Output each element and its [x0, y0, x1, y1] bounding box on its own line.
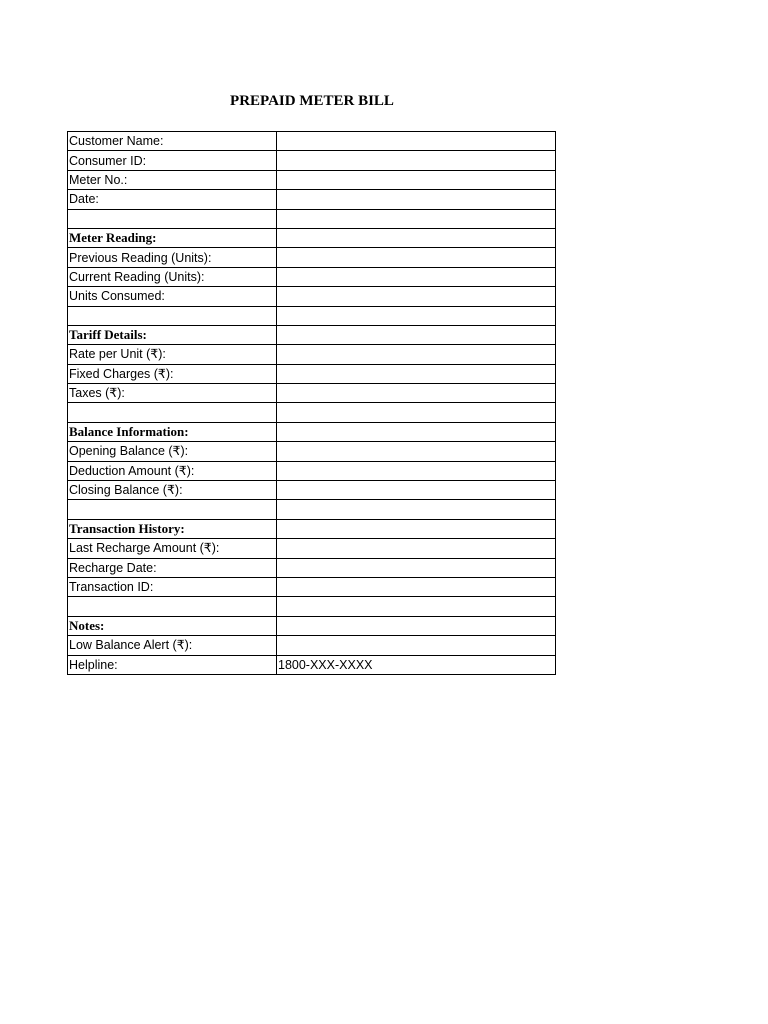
table-row — [68, 170, 556, 189]
field-label — [68, 306, 277, 325]
field-label — [68, 209, 277, 228]
field-label: Customer Name: — [68, 132, 277, 151]
section-header-row — [68, 228, 556, 247]
bill-table — [67, 131, 556, 675]
table-row — [68, 597, 556, 616]
table-row — [68, 151, 556, 170]
table-row — [68, 190, 556, 209]
field-label: Meter No.: — [68, 170, 277, 189]
table-row — [68, 442, 556, 461]
field-label: Transaction ID: — [68, 577, 277, 596]
field-label: Current Reading (Units): — [68, 267, 277, 286]
field-label — [68, 500, 277, 519]
bill-table-body — [68, 132, 556, 675]
field-value-cell[interactable] — [277, 209, 556, 228]
table-row — [68, 306, 556, 325]
field-value-cell[interactable] — [277, 558, 556, 577]
field-label: Date: — [68, 190, 277, 209]
field-value-cell[interactable] — [277, 384, 556, 403]
field-label: Rate per Unit (₹): — [68, 345, 277, 364]
table-row — [68, 345, 556, 364]
field-label: Low Balance Alert (₹): — [68, 636, 277, 655]
table-row — [68, 461, 556, 480]
table-row — [68, 248, 556, 267]
field-value-cell[interactable] — [277, 539, 556, 558]
field-label: Fixed Charges (₹): — [68, 364, 277, 383]
field-value-cell[interactable] — [277, 500, 556, 519]
field-label: Opening Balance (₹): — [68, 442, 277, 461]
field-label: Previous Reading (Units): — [68, 248, 277, 267]
field-value-cell[interactable] — [277, 636, 556, 655]
section-header-row — [68, 325, 556, 344]
section-heading: Balance Information: — [68, 422, 277, 441]
field-value-cell[interactable] — [277, 132, 556, 151]
table-row — [68, 481, 556, 500]
field-label: Helpline: — [68, 655, 277, 674]
section-header-row — [68, 519, 556, 538]
field-value-cell[interactable] — [277, 422, 556, 441]
section-heading: Notes: — [68, 616, 277, 635]
field-value-cell[interactable] — [277, 597, 556, 616]
table-row — [68, 539, 556, 558]
field-value-cell[interactable] — [277, 190, 556, 209]
field-value-cell[interactable] — [277, 577, 556, 596]
field-value-cell[interactable] — [277, 519, 556, 538]
table-row — [68, 577, 556, 596]
field-value-cell[interactable] — [277, 248, 556, 267]
field-value-cell[interactable]: 1800-XXX-XXXX — [277, 655, 556, 674]
table-row — [68, 558, 556, 577]
field-value-cell[interactable] — [277, 267, 556, 286]
field-value-cell[interactable] — [277, 481, 556, 500]
field-value-cell[interactable] — [277, 170, 556, 189]
table-row — [68, 287, 556, 306]
section-heading: Transaction History: — [68, 519, 277, 538]
table-row — [68, 403, 556, 422]
table-row — [68, 384, 556, 403]
field-value-cell[interactable] — [277, 306, 556, 325]
field-value-cell[interactable] — [277, 403, 556, 422]
field-label: Taxes (₹): — [68, 384, 277, 403]
field-value-cell[interactable] — [277, 461, 556, 480]
table-row — [68, 655, 556, 674]
table-row — [68, 209, 556, 228]
table-row — [68, 267, 556, 286]
page-title: PREPAID METER BILL — [230, 93, 394, 109]
field-value-cell[interactable] — [277, 228, 556, 247]
field-label: Recharge Date: — [68, 558, 277, 577]
field-value-cell[interactable] — [277, 364, 556, 383]
table-row — [68, 364, 556, 383]
field-label — [68, 403, 277, 422]
section-heading: Meter Reading: — [68, 228, 277, 247]
field-label: Last Recharge Amount (₹): — [68, 539, 277, 558]
field-value-cell[interactable] — [277, 151, 556, 170]
table-row — [68, 500, 556, 519]
field-label: Closing Balance (₹): — [68, 481, 277, 500]
field-value-cell[interactable] — [277, 345, 556, 364]
field-value-cell[interactable] — [277, 325, 556, 344]
field-label: Deduction Amount (₹): — [68, 461, 277, 480]
section-header-row — [68, 422, 556, 441]
field-label — [68, 597, 277, 616]
field-value-cell[interactable] — [277, 287, 556, 306]
section-heading: Tariff Details: — [68, 325, 277, 344]
section-header-row — [68, 616, 556, 635]
field-label: Consumer ID: — [68, 151, 277, 170]
field-label: Units Consumed: — [68, 287, 277, 306]
table-row — [68, 636, 556, 655]
field-value-cell[interactable] — [277, 442, 556, 461]
table-row — [68, 132, 556, 151]
field-value-cell[interactable] — [277, 616, 556, 635]
